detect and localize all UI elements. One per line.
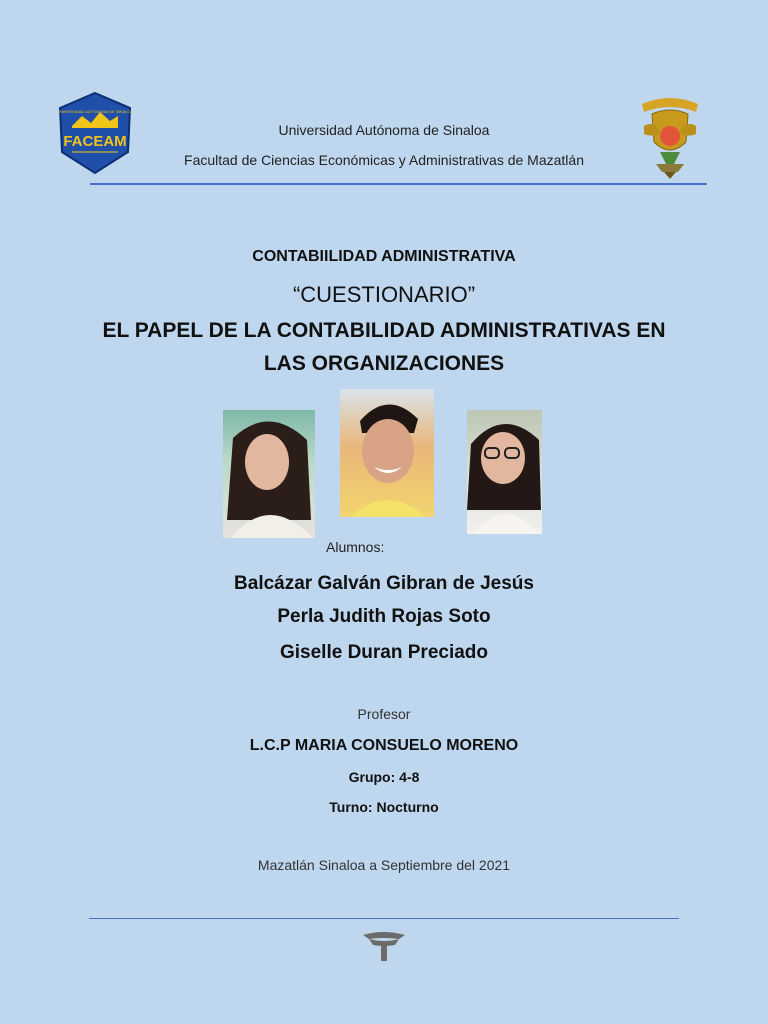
student-name: Perla Judith Rojas Soto [277, 606, 491, 627]
shift-info: Turno: Nocturno [329, 799, 439, 815]
logo-caption: UNIVERSIDAD AUTÓNOMA DE SINALOA [58, 109, 132, 114]
logo-text: FACEAM [63, 133, 127, 150]
footer-emblem-icon [361, 929, 407, 963]
student-photo-1 [223, 410, 315, 538]
uas-seal-logo [634, 92, 706, 180]
document-title: EL PAPEL DE LA CONTABILIDAD ADMINISTRATIVAS EN LAS ORGANIZACIONES [102, 319, 666, 375]
subject-title: CONTABIILIDAD ADMINISTRATIVA [252, 248, 516, 265]
student-photo-2 [340, 389, 434, 517]
student-photo-3 [467, 410, 542, 534]
student-name: Giselle Duran Preciado [279, 642, 489, 663]
professor-label: Profesor [357, 706, 411, 722]
students-label: Alumnos: [326, 539, 385, 555]
footer-divider [89, 918, 679, 919]
student-name: Balcázar Galván Gibran de Jesús [234, 573, 534, 594]
group-info: Grupo: 4-8 [348, 769, 420, 785]
faculty-name: Facultad de Ciencias Económicas y Administrativas de Mazatlán [184, 152, 584, 168]
header-divider [90, 183, 707, 185]
professor-name: L.C.P MARIA CONSUELO MORENO [249, 737, 519, 754]
document-type: “CUESTIONARIO” [292, 282, 476, 307]
university-name: Universidad Autónoma de Sinaloa [278, 122, 490, 138]
place-date: Mazatlán Sinaloa a Septiembre del 2021 [257, 857, 511, 873]
